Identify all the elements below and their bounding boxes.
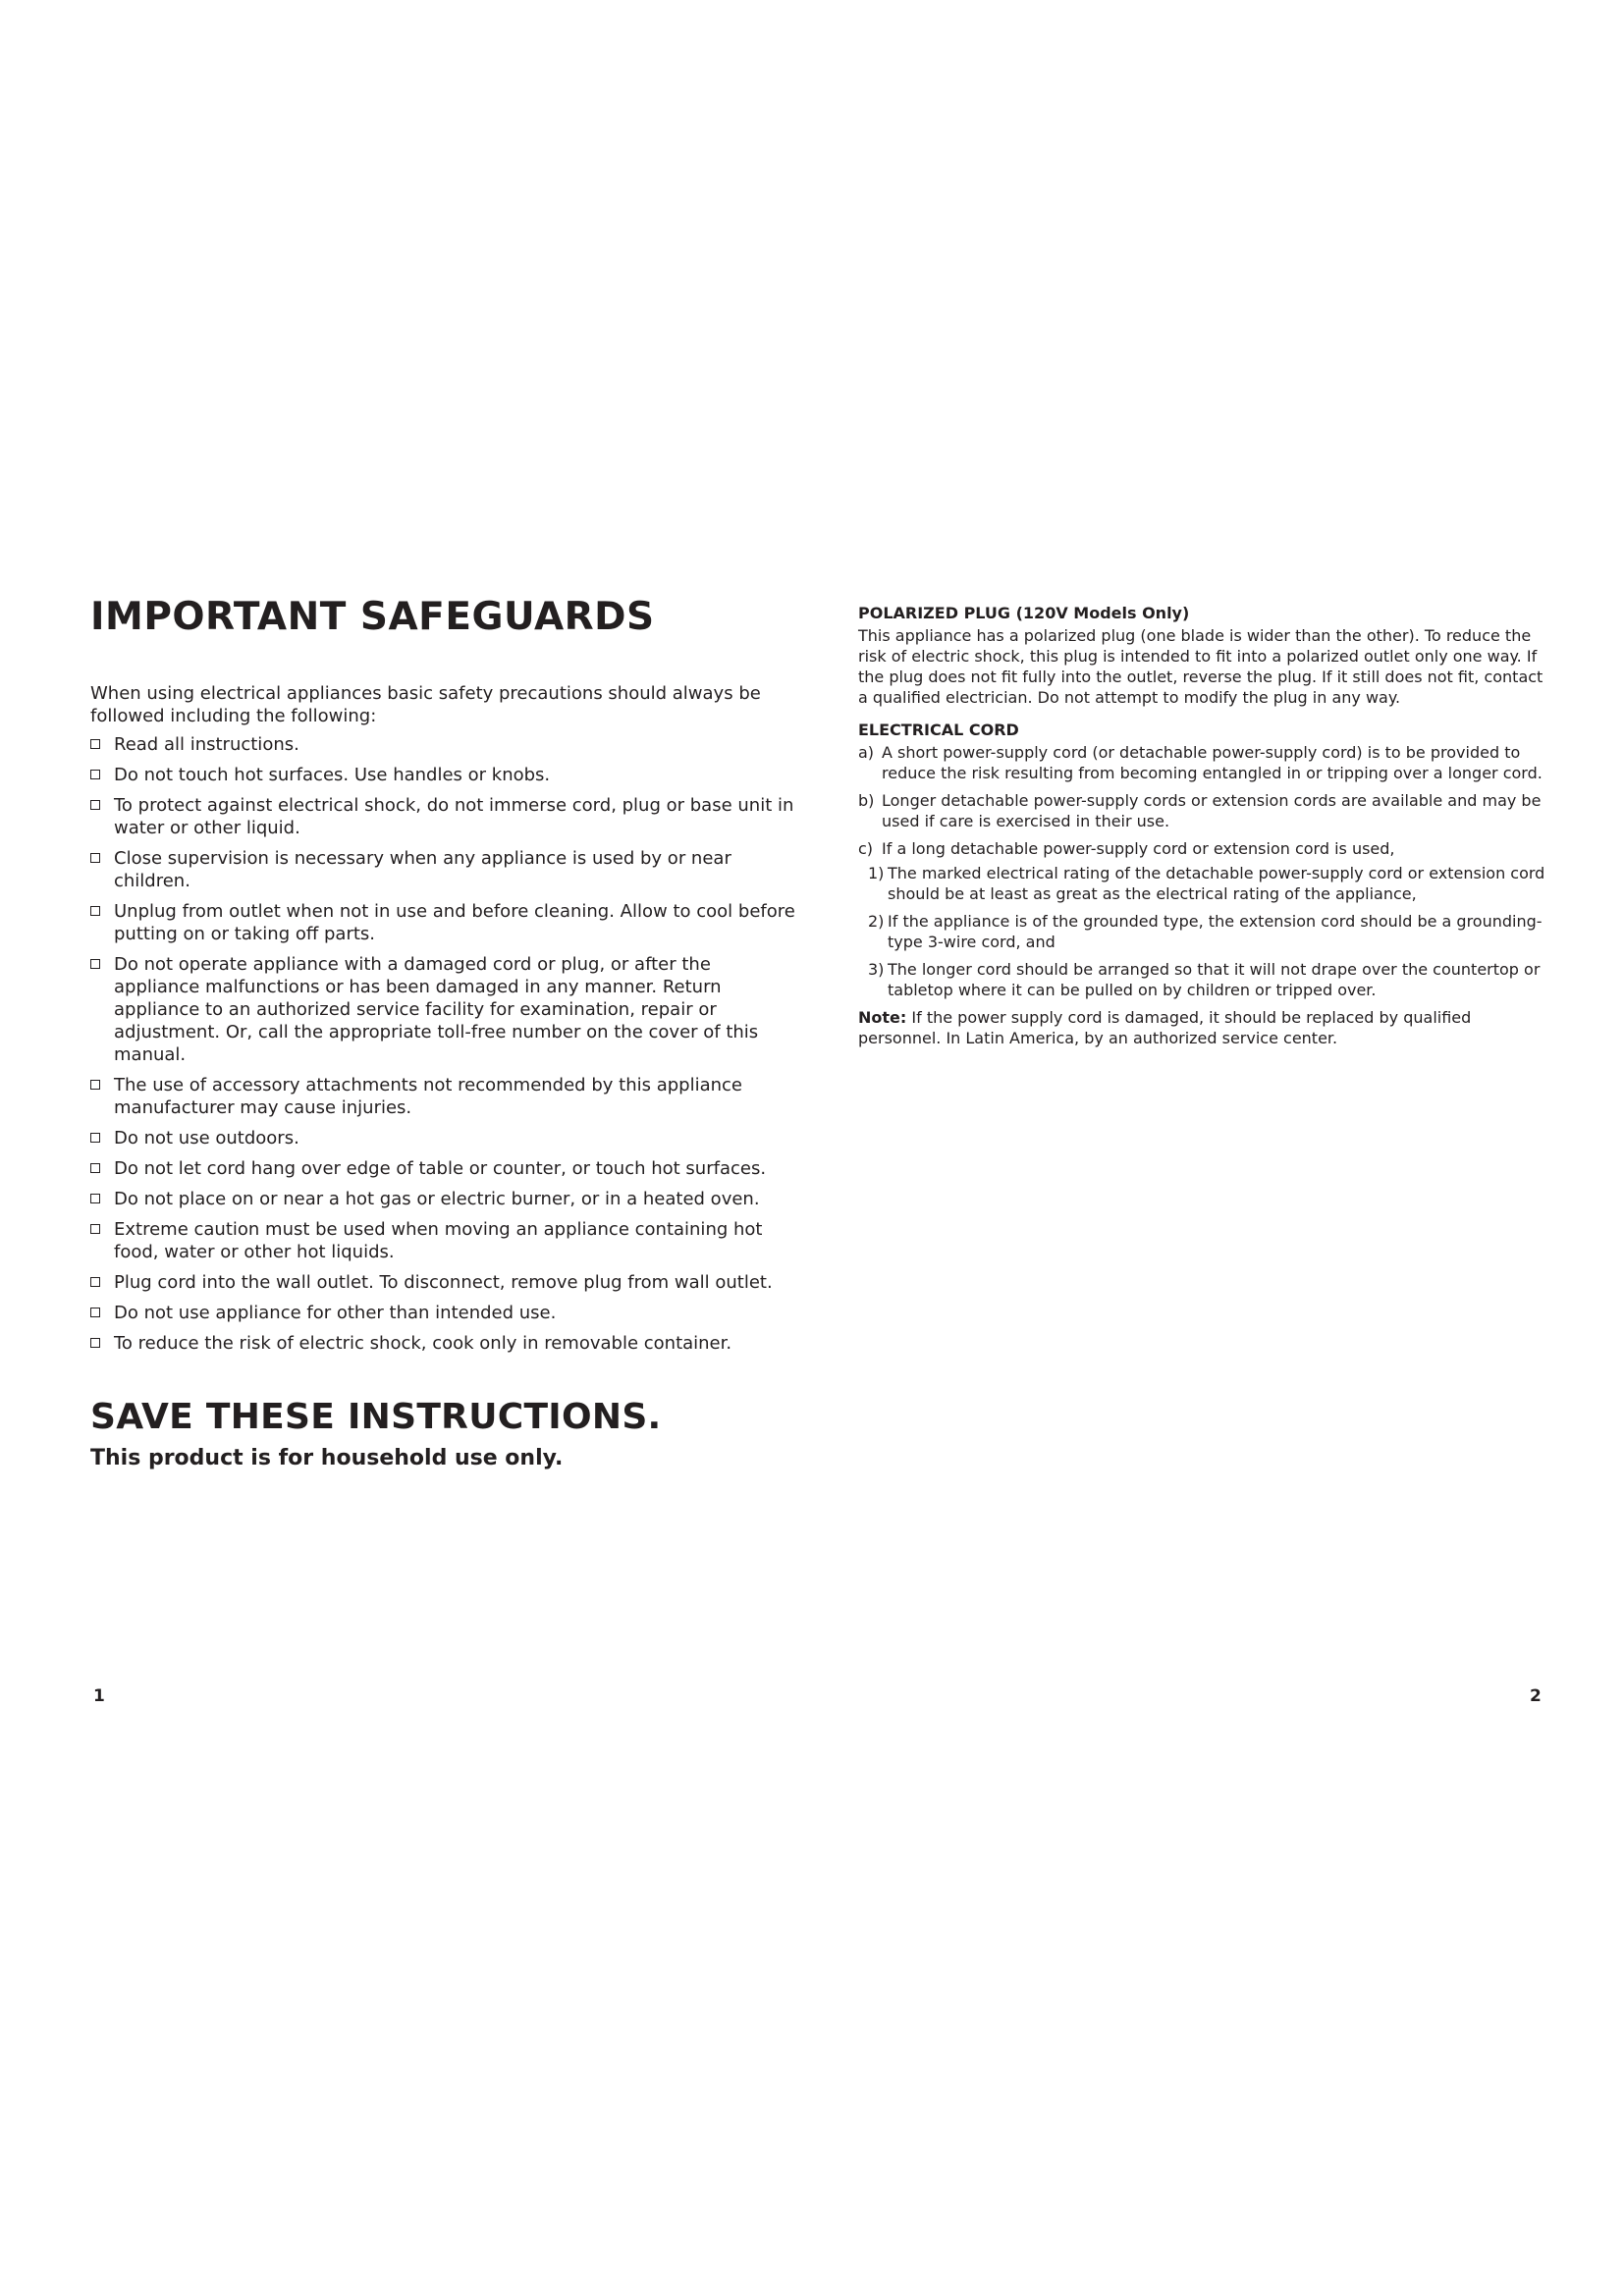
- checkbox-icon: [90, 1080, 100, 1090]
- polarized-plug-text: This appliance has a polarized plug (one blade is wider than the other). To reduce the risk of electric shock, this plug is intended to fit into a polarized outlet only one way. If the plug does not fit fully into the outlet, reverse the plug. If it still does not fit, contact a qualified electrician. Do not attempt to modify the plug in any way.: [858, 626, 1543, 707]
- checkbox-icon: [90, 739, 100, 749]
- list-item: Do not touch hot surfaces. Use handles or knobs.: [90, 764, 797, 786]
- list-item: Plug cord into the wall outlet. To disconnect, remove plug from wall outlet.: [90, 1271, 797, 1294]
- list-marker: 2): [868, 912, 885, 931]
- electrical-cord-heading: ELECTRICAL CORD: [858, 721, 1019, 739]
- list-item: a) A short power-supply cord (or detachable power-supply cord) is to be provided to reduce the risk resulting from becoming entangled in or tripping over a longer cord.: [858, 743, 1543, 782]
- list-item: Do not operate appliance with a damaged cord or plug, or after the appliance malfunctions or has been damaged in any manner. Return appliance to an authorized service facility for examination, repair or adjustment. Or, call the appropriate toll-free number on the cover of this manual.: [90, 953, 797, 1066]
- list-item: Extreme caution must be used when moving an appliance containing hot food, water or other hot liquids.: [90, 1218, 797, 1263]
- checkbox-icon: [90, 1194, 100, 1203]
- right-page: [858, 603, 1545, 1060]
- list-item: Unplug from outlet when not in use and before cleaning. Allow to cool before putting on or taking off parts.: [90, 900, 797, 945]
- list-item: The use of accessory attachments not recommended by this appliance manufacturer may cause injuries.: [90, 1074, 797, 1119]
- checkbox-icon: [90, 1277, 100, 1287]
- list-item: To reduce the risk of electric shock, cook only in removable container.: [90, 1332, 797, 1355]
- page-number-left: 1: [93, 1686, 105, 1706]
- checkbox-icon: [90, 1163, 100, 1173]
- checkbox-icon: [90, 853, 100, 863]
- list-item: b) Longer detachable power-supply cords or extension cords are available and may be used if care is exercised in their use.: [858, 791, 1542, 830]
- note-text: If the power supply cord is damaged, it should be replaced by qualified personnel. In Latin America, by an authorized service center.: [858, 1008, 1472, 1047]
- list-item: Read all instructions.: [90, 733, 797, 756]
- list-item: Do not let cord hang over edge of table or counter, or touch hot surfaces.: [90, 1157, 797, 1180]
- list-marker: b): [858, 791, 875, 810]
- safeguards-list: [90, 733, 797, 1355]
- checkbox-icon: [90, 906, 100, 916]
- list-marker: 3): [868, 960, 885, 979]
- checkbox-icon: [90, 1308, 100, 1317]
- extension-cord-sublist: [858, 863, 1545, 1000]
- polarized-plug-heading: POLARIZED PLUG (120V Models Only): [858, 604, 1190, 622]
- checkbox-icon: [90, 770, 100, 779]
- list-marker: 1): [868, 864, 885, 882]
- household-notice: This product is for household use only.: [90, 1446, 564, 1471]
- note-label: Note:: [858, 1008, 907, 1027]
- list-item: Do not place on or near a hot gas or electric burner, or in a heated oven.: [90, 1188, 797, 1210]
- list-item: Do not use appliance for other than intended use.: [90, 1302, 797, 1324]
- checkbox-icon: [90, 959, 100, 969]
- list-item: 3) The longer cord should be arranged so that it will not drape over the countertop or tabletop where it can be pulled on by children or tripped over.: [868, 960, 1541, 999]
- list-item: Close supervision is necessary when any appliance is used by or near children.: [90, 847, 797, 892]
- checkbox-icon: [90, 1224, 100, 1234]
- electrical-cord-list: [858, 742, 1545, 1000]
- page-title: IMPORTANT SAFEGUARDS: [90, 595, 655, 639]
- list-item: Do not use outdoors.: [90, 1127, 797, 1149]
- list-item: To protect against electrical shock, do not immerse cord, plug or base unit in water or other liquid.: [90, 794, 797, 839]
- intro-text: When using electrical appliances basic safety precautions should always be followed including the following:: [90, 682, 761, 726]
- list-marker: c): [858, 839, 874, 858]
- note: [858, 1007, 1545, 1048]
- list-item: 1) The marked electrical rating of the detachable power-supply cord or extension cord should be at least as great as the electrical rating of the appliance,: [868, 864, 1545, 903]
- checkbox-icon: [90, 1338, 100, 1348]
- list-marker: a): [858, 743, 875, 762]
- left-page: [90, 597, 797, 1472]
- checkbox-icon: [90, 800, 100, 810]
- list-item: c) If a long detachable power-supply cord or extension cord is used, 1) The marked electrical rating of the detachable power-supply cord or extension cord should be at least as great as the electrical rating of the appliance, 2) If the appliance is of the grounded type, the extension cord should be a grounding-type 3-wire cord, and 3) The longer cord should be arranged so that it will not drape over the countertop or tabletop where it can be pulled on by children or tripped over.: [858, 839, 1545, 999]
- list-item: 2) If the appliance is of the grounded type, the extension cord should be a grounding-type 3-wire cord, and: [868, 912, 1543, 951]
- save-instructions-heading: SAVE THESE INSTRUCTIONS.: [90, 1396, 662, 1437]
- page-number-right: 2: [1530, 1686, 1542, 1706]
- checkbox-icon: [90, 1133, 100, 1143]
